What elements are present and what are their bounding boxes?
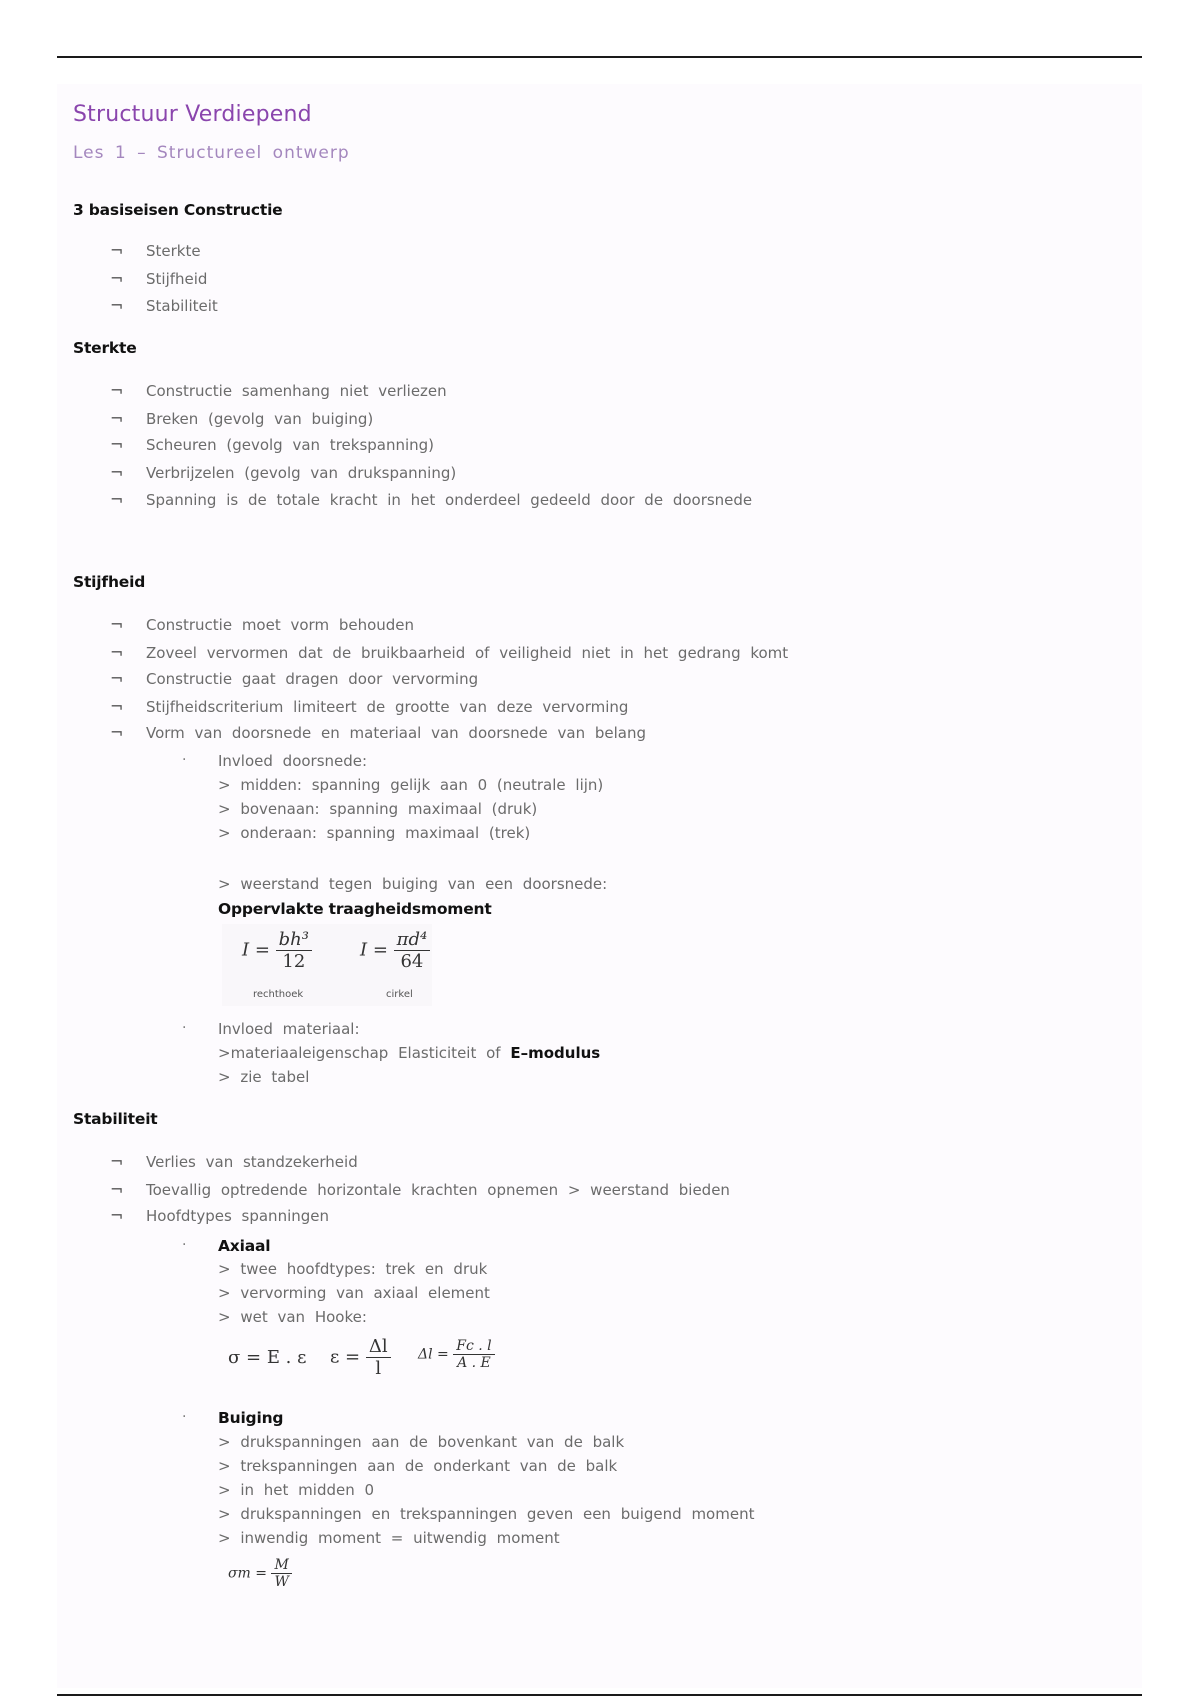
bullet-icon: ¬ [110, 643, 124, 662]
axiaal-label: Axiaal [218, 1237, 271, 1255]
traagheidsmoment-label: Oppervlakte traagheidsmoment [218, 900, 492, 918]
formula-strain: ε = $\frac{\Delta l}{l}$ [330, 1336, 391, 1379]
bullet-icon: ¬ [110, 490, 124, 509]
list-item: ¬ Constructie samenhang niet verliezen [110, 381, 447, 400]
document-subtitle: Les 1 – Structureel ontwerp [73, 143, 350, 163]
axiaal-line: > twee hoofdtypes: trek en druk [218, 1260, 488, 1278]
sterkte-heading: Sterkte [73, 339, 137, 357]
dot-bullet-icon: · [182, 1409, 187, 1425]
buiging-line: > trekspanningen aan de onderkant van de balk [218, 1457, 618, 1475]
list-item: ¬ Verlies van standzekerheid [110, 1152, 358, 1171]
bullet-icon: ¬ [110, 435, 124, 454]
list-item: ¬ Verbrijzelen (gevolg van drukspanning) [110, 463, 457, 482]
weerstand-line: > weerstand tegen buiging van een doorsnede: [218, 875, 608, 893]
axiaal-line: > vervorming van axiaal element [218, 1284, 490, 1302]
list-item: ¬ Constructie moet vorm behouden [110, 615, 415, 634]
bullet-icon: ¬ [110, 615, 124, 634]
bullet-icon: ¬ [110, 241, 124, 260]
dot-bullet-icon: · [182, 1237, 187, 1253]
caption-cirkel: cirkel [386, 989, 413, 1000]
list-item: ¬ Breken (gevolg van buiging) [110, 409, 374, 428]
bullet-icon: ¬ [110, 723, 124, 742]
bullet-icon: ¬ [110, 463, 124, 482]
doorsnede-line: > onderaan: spanning maximaal (trek) [218, 824, 531, 842]
list-item: ¬ Sterkte [110, 241, 201, 260]
buiging-line: > inwendig moment = uitwendig moment [218, 1529, 560, 1547]
bullet-icon: ¬ [110, 269, 124, 288]
formula-elongation: Δl = $\frac{Fc . l}{A . E}$ [418, 1338, 495, 1371]
axiaal-line: > wet van Hooke: [218, 1308, 367, 1326]
list-item: ¬ Hoofdtypes spanningen [110, 1206, 330, 1225]
bullet-icon: ¬ [110, 669, 124, 688]
buiging-line: > drukspanningen en trekspanningen geven een buigend moment [218, 1505, 755, 1523]
buiging-label: Buiging [218, 1409, 284, 1427]
bullet-icon: ¬ [110, 296, 124, 315]
materiaal-line: > zie tabel [218, 1068, 310, 1086]
stijfheid-heading: Stijfheid [73, 573, 146, 591]
formula-rectangle: I = $\frac{\text{bh³}}{12}$ [242, 929, 312, 972]
doorsnede-label: Invloed doorsnede: [218, 752, 368, 770]
list-item: ¬ Spanning is de totale kracht in het onderdeel gedeeld door de doorsnede [110, 490, 753, 509]
buiging-line: > in het midden 0 [218, 1481, 375, 1499]
list-item: ¬ Toevallig optredende horizontale krachten opnemen > weerstand bieden [110, 1180, 730, 1199]
list-item: ¬ Stijfheid [110, 269, 208, 288]
bullet-icon: ¬ [110, 1180, 124, 1199]
bullet-icon: ¬ [110, 1152, 124, 1171]
formula-circle: I = $\frac{\text{πd⁴}}{64}$ [360, 929, 430, 972]
top-rule [57, 56, 1142, 58]
basiseisen-heading: 3 basiseisen Constructie [73, 201, 283, 219]
document-title: Structuur Verdiepend [73, 102, 312, 127]
doorsnede-line: > bovenaan: spanning maximaal (druk) [218, 800, 538, 818]
list-item: ¬ Zoveel vervormen dat de bruikbaarheid of veiligheid niet in het gedrang komt [110, 643, 789, 662]
materiaal-line: >materiaaleigenschap Elasticiteit of E–modulus [218, 1044, 601, 1062]
bullet-icon: ¬ [110, 381, 124, 400]
dot-bullet-icon: · [182, 1020, 187, 1036]
stabiliteit-heading: Stabiliteit [73, 1110, 158, 1128]
list-item: ¬ Stijfheidscriterium limiteert de grootte van deze vervorming [110, 697, 629, 716]
list-item: ¬ Scheuren (gevolg van trekspanning) [110, 435, 435, 454]
dot-bullet-icon: · [182, 752, 187, 768]
bullet-icon: ¬ [110, 697, 124, 716]
buiging-line: > drukspanningen aan de bovenkant van de balk [218, 1433, 625, 1451]
list-item: ¬ Vorm van doorsnede en materiaal van doorsnede van belang [110, 723, 647, 742]
formula-hooke-stress: σ = E . ε [228, 1347, 307, 1368]
list-item: ¬ Stabiliteit [110, 296, 218, 315]
bullet-icon: ¬ [110, 1206, 124, 1225]
bottom-rule [57, 1694, 1142, 1696]
list-item: ¬ Constructie gaat dragen door vervorming [110, 669, 479, 688]
caption-rechthoek: rechthoek [253, 989, 304, 1000]
doorsnede-line: > midden: spanning gelijk aan 0 (neutrale lijn) [218, 776, 604, 794]
bullet-icon: ¬ [110, 409, 124, 428]
materiaal-label: Invloed materiaal: [218, 1020, 360, 1038]
formula-bending-stress: σm = $\frac{M}{W}$ [228, 1557, 292, 1590]
